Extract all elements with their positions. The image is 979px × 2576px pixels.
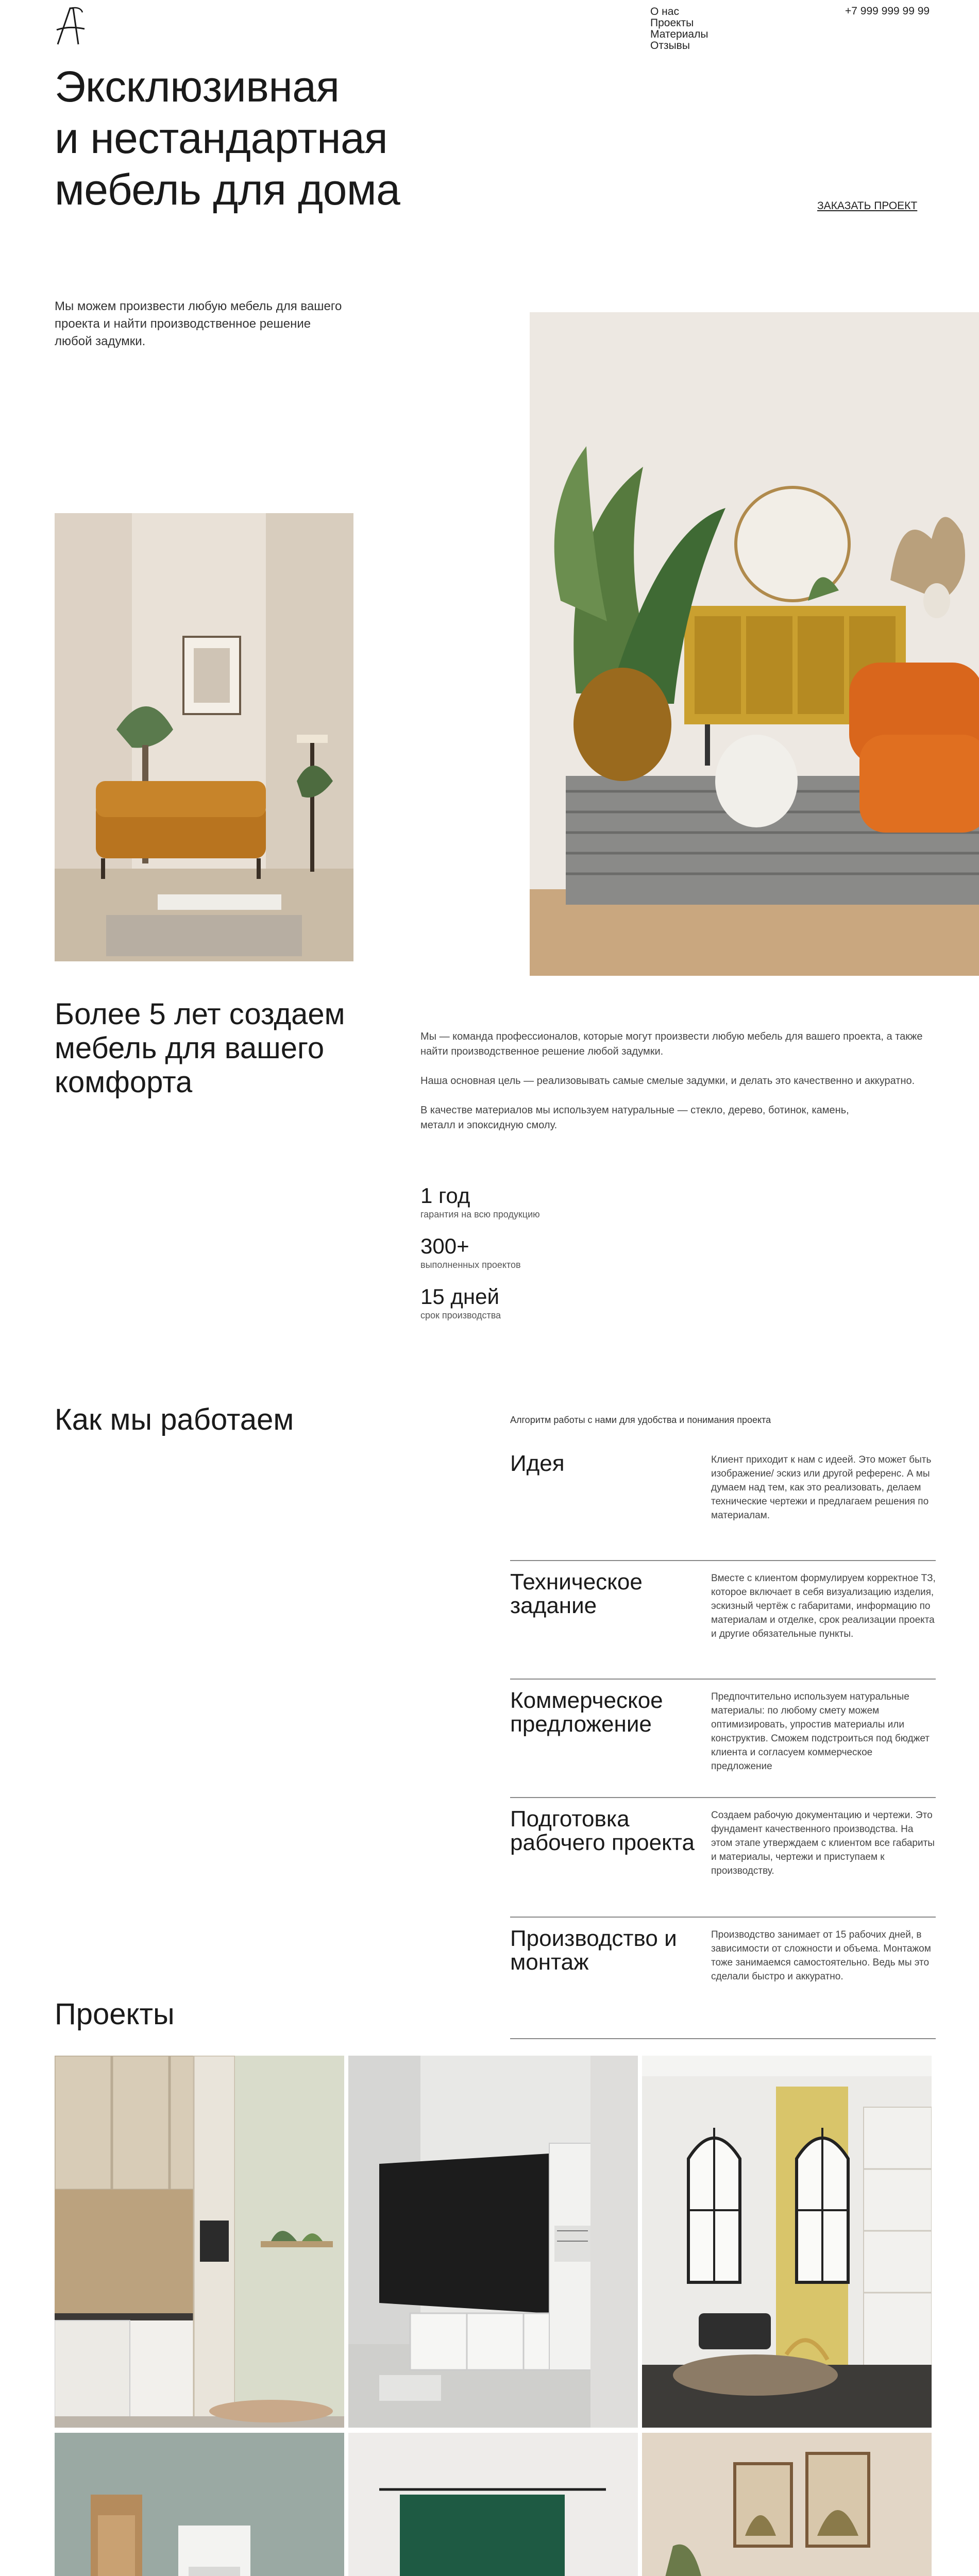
step-title: Коммерческое предложение <box>510 1688 663 1737</box>
nav-about[interactable]: О нас <box>650 6 679 18</box>
about-title-line: комфорта <box>55 1065 193 1099</box>
steps-list <box>510 1443 936 2039</box>
logo[interactable] <box>55 5 88 46</box>
step-text: Клиент приходит к нам с идеей. Это может быть изображение/ эскиз или другой референс. А мы думаем над тем, как это реализовать, делаем технические чертежи и предлагаем решения по материалам. <box>711 1454 932 1521</box>
living-room-photo <box>55 513 353 961</box>
project-dresser[interactable] <box>642 2433 932 2576</box>
stat-warranty <box>420 1183 540 1220</box>
step-title: Техническое задание <box>510 1569 643 1618</box>
hero-title-line: Эксклюзивная <box>55 62 340 111</box>
about-title-line: мебель для вашего <box>55 1031 325 1065</box>
project-bedroom[interactable] <box>348 2433 638 2576</box>
step-text: Производство занимает от 15 рабочих дней, в зависимости от сложности и объема. Монтажом тоже занимаемся самостоятельно. Ведь мы это сделали быстро и аккуратно. <box>711 1929 931 1982</box>
step-working-project <box>510 1798 936 1918</box>
main-nav <box>650 6 708 52</box>
step-title: Подготовка рабочего проекта <box>510 1806 695 1855</box>
step-commercial-offer <box>510 1680 936 1798</box>
step-idea <box>510 1443 936 1561</box>
project-kitchen[interactable] <box>55 2056 344 2428</box>
order-project-link[interactable]: ЗАКАЗАТЬ ПРОЕКТ <box>817 200 918 212</box>
stat-value: 15 дней <box>420 1284 499 1309</box>
step-text: Предпочтительно используем натуральные материалы: по любому смету можем оптимизировать, упростив материалы или конструктив. Сможем подстроиться под бюджет клиента и согласуем коммерческое предложение <box>711 1691 930 1772</box>
about-text <box>420 1029 931 1147</box>
step-title: Производство и монтаж <box>510 1926 677 1975</box>
stat-caption: выполненных проектов <box>420 1260 521 1270</box>
nav-projects[interactable]: Проекты <box>650 17 694 29</box>
about-title <box>55 997 345 1099</box>
hero-title <box>55 61 400 215</box>
about-paragraph: В качестве материалов мы используем натуральные — стекло, дерево, ботинок, камень, металл и эпоксидную смолу. <box>420 1105 849 1131</box>
stats <box>420 1183 540 1334</box>
step-title: Идея <box>510 1451 565 1476</box>
stat-value: 300+ <box>420 1234 469 1258</box>
stat-caption: гарантия на всю продукцию <box>420 1209 540 1219</box>
stat-value: 1 год <box>420 1183 470 1208</box>
nav-reviews[interactable]: Отзывы <box>650 40 690 52</box>
about-paragraph: Мы — команда профессионалов, которые могут произвести любую мебель для вашего проекта, а также найти производственное решение любой задумки. <box>420 1031 923 1057</box>
projects-title: Проекты <box>55 1997 175 2031</box>
project-bathroom[interactable] <box>55 2433 344 2576</box>
orange-chair-photo <box>530 312 979 976</box>
how-we-work-note: Алгоритм работы с нами для удобства и понимания проекта <box>510 1415 771 1425</box>
how-we-work-title: Как мы работаем <box>55 1403 294 1436</box>
hero-title-line: и нестандартная <box>55 114 388 162</box>
nav-materials[interactable]: Материалы <box>650 28 708 40</box>
hero-intro: Мы можем произвести любую мебель для вашего проекта и найти производственное решение любой задумки. <box>55 299 342 348</box>
step-production <box>510 1918 936 2039</box>
stat-production-time <box>420 1284 540 1321</box>
stat-caption: срок производства <box>420 1310 501 1320</box>
project-arched-windows[interactable] <box>642 2056 932 2428</box>
step-tech-task <box>510 1561 936 1680</box>
step-text: Создаем рабочую документацию и чертежи. Это фундамент качественного производства. На этом этапе утверждаем с клиентом все габариты и материалы, чертежи и приступаем к производству. <box>711 1810 935 1876</box>
project-tv-room[interactable] <box>348 2056 638 2428</box>
stat-projects <box>420 1233 540 1270</box>
step-text: Вместе с клиентом формулируем корректное ТЗ, которое включает в себя визуализацию изделия, эскизный чертёж с габаритами, информацию по материалам и отделке, срок реализации проекта и другие обязательные пункты. <box>711 1573 936 1639</box>
hero-title-line: мебель для дома <box>55 165 400 214</box>
phone-link[interactable]: +7 999 999 99 99 <box>845 5 930 17</box>
logo-icon <box>55 5 88 46</box>
about-paragraph: Наша основная цель — реализовывать самые смелые задумки, и делать это качественно и аккуратно. <box>420 1075 915 1087</box>
about-title-line: Более 5 лет создаем <box>55 997 345 1031</box>
